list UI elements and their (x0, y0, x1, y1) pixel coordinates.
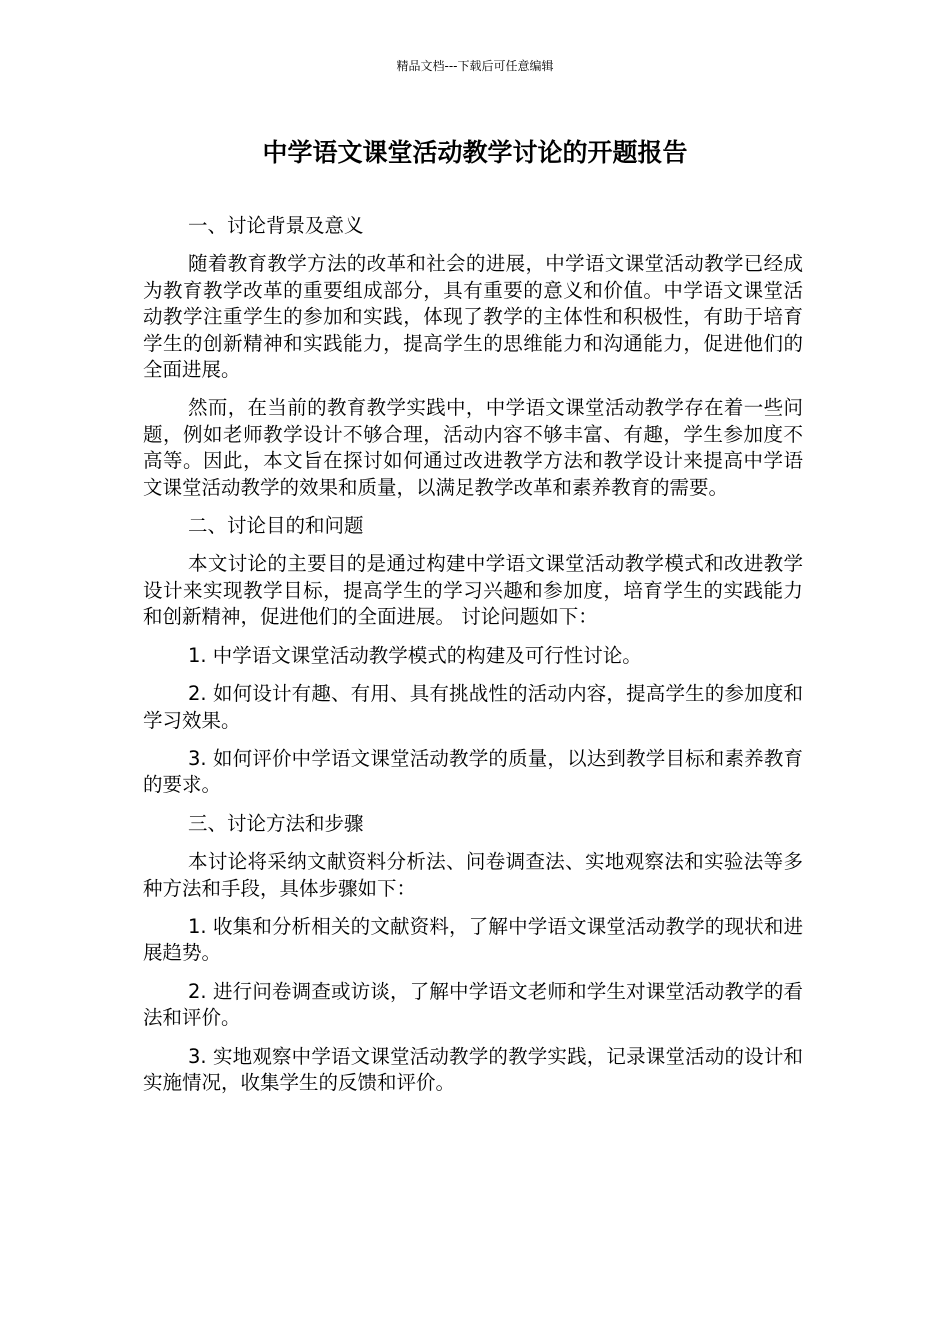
paragraph: 然而，在当前的教育教学实践中，中学语文课堂活动教学存在着一些问题，例如老师教学设计不够合理，活动内容不够丰富、有趣，学生参加度不高等。因此，本文旨在探讨如何通过改进教学方法和教学设计来提高中学语文课堂活动教学的效果和质量，以满足教学改革和素养教育的需要。 (143, 396, 803, 499)
document-body (143, 213, 803, 1108)
paragraph: 本讨论将采纳文献资料分析法、问卷调查法、实地观察法和实验法等多种方法和手段，具体步骤如下： (143, 850, 803, 900)
list-item: 1. 收集和分析相关的文献资料，了解中学语文课堂活动教学的现状和进展趋势。 (143, 914, 803, 965)
paragraph: 随着教育教学方法的改革和社会的进展，中学语文课堂活动教学已经成为教育教学改革的重要组成部分，具有重要的意义和价值。中学语文课堂活动教学注重学生的参加和实践，体现了教学的主体性和积极性，有助于培育学生的创新精神和实践能力，提高学生的思维能力和沟通能力，促进他们的全面进展。 (143, 252, 803, 382)
header-note: 精品文档---下载后可任意编辑 (396, 59, 554, 73)
list-item: 2. 进行问卷调查或访谈，了解中学语文老师和学生对课堂活动教学的看法和评价。 (143, 979, 803, 1030)
list-item: 3. 如何评价中学语文课堂活动教学的质量，以达到教学目标和素养教育的要求。 (143, 746, 803, 797)
paragraph: 本文讨论的主要目的是通过构建中学语文课堂活动教学模式和改进教学设计来实现教学目标，提高学生的学习兴趣和参加度，培育学生的实践能力和创新精神，促进他们的全面进展。 讨论问题如下： (143, 552, 803, 629)
list-item: 3. 实地观察中学语文课堂活动教学的教学实践，记录课堂活动的设计和实施情况，收集学生的反馈和评价。 (143, 1044, 803, 1094)
section-heading-goals: 二、讨论目的和问题 (188, 514, 364, 538)
list-item: 1. 中学语文课堂活动教学模式的构建及可行性讨论。 (188, 643, 642, 667)
document-title: 中学语文课堂活动教学讨论的开题报告 (262, 138, 688, 167)
section-heading-background: 一、讨论背景及意义 (188, 214, 364, 237)
section-heading-methods: 三、讨论方法和步骤 (188, 811, 364, 835)
list-item: 2. 如何设计有趣、有用、具有挑战性的活动内容，提高学生的参加度和学习效果。 (143, 682, 803, 732)
